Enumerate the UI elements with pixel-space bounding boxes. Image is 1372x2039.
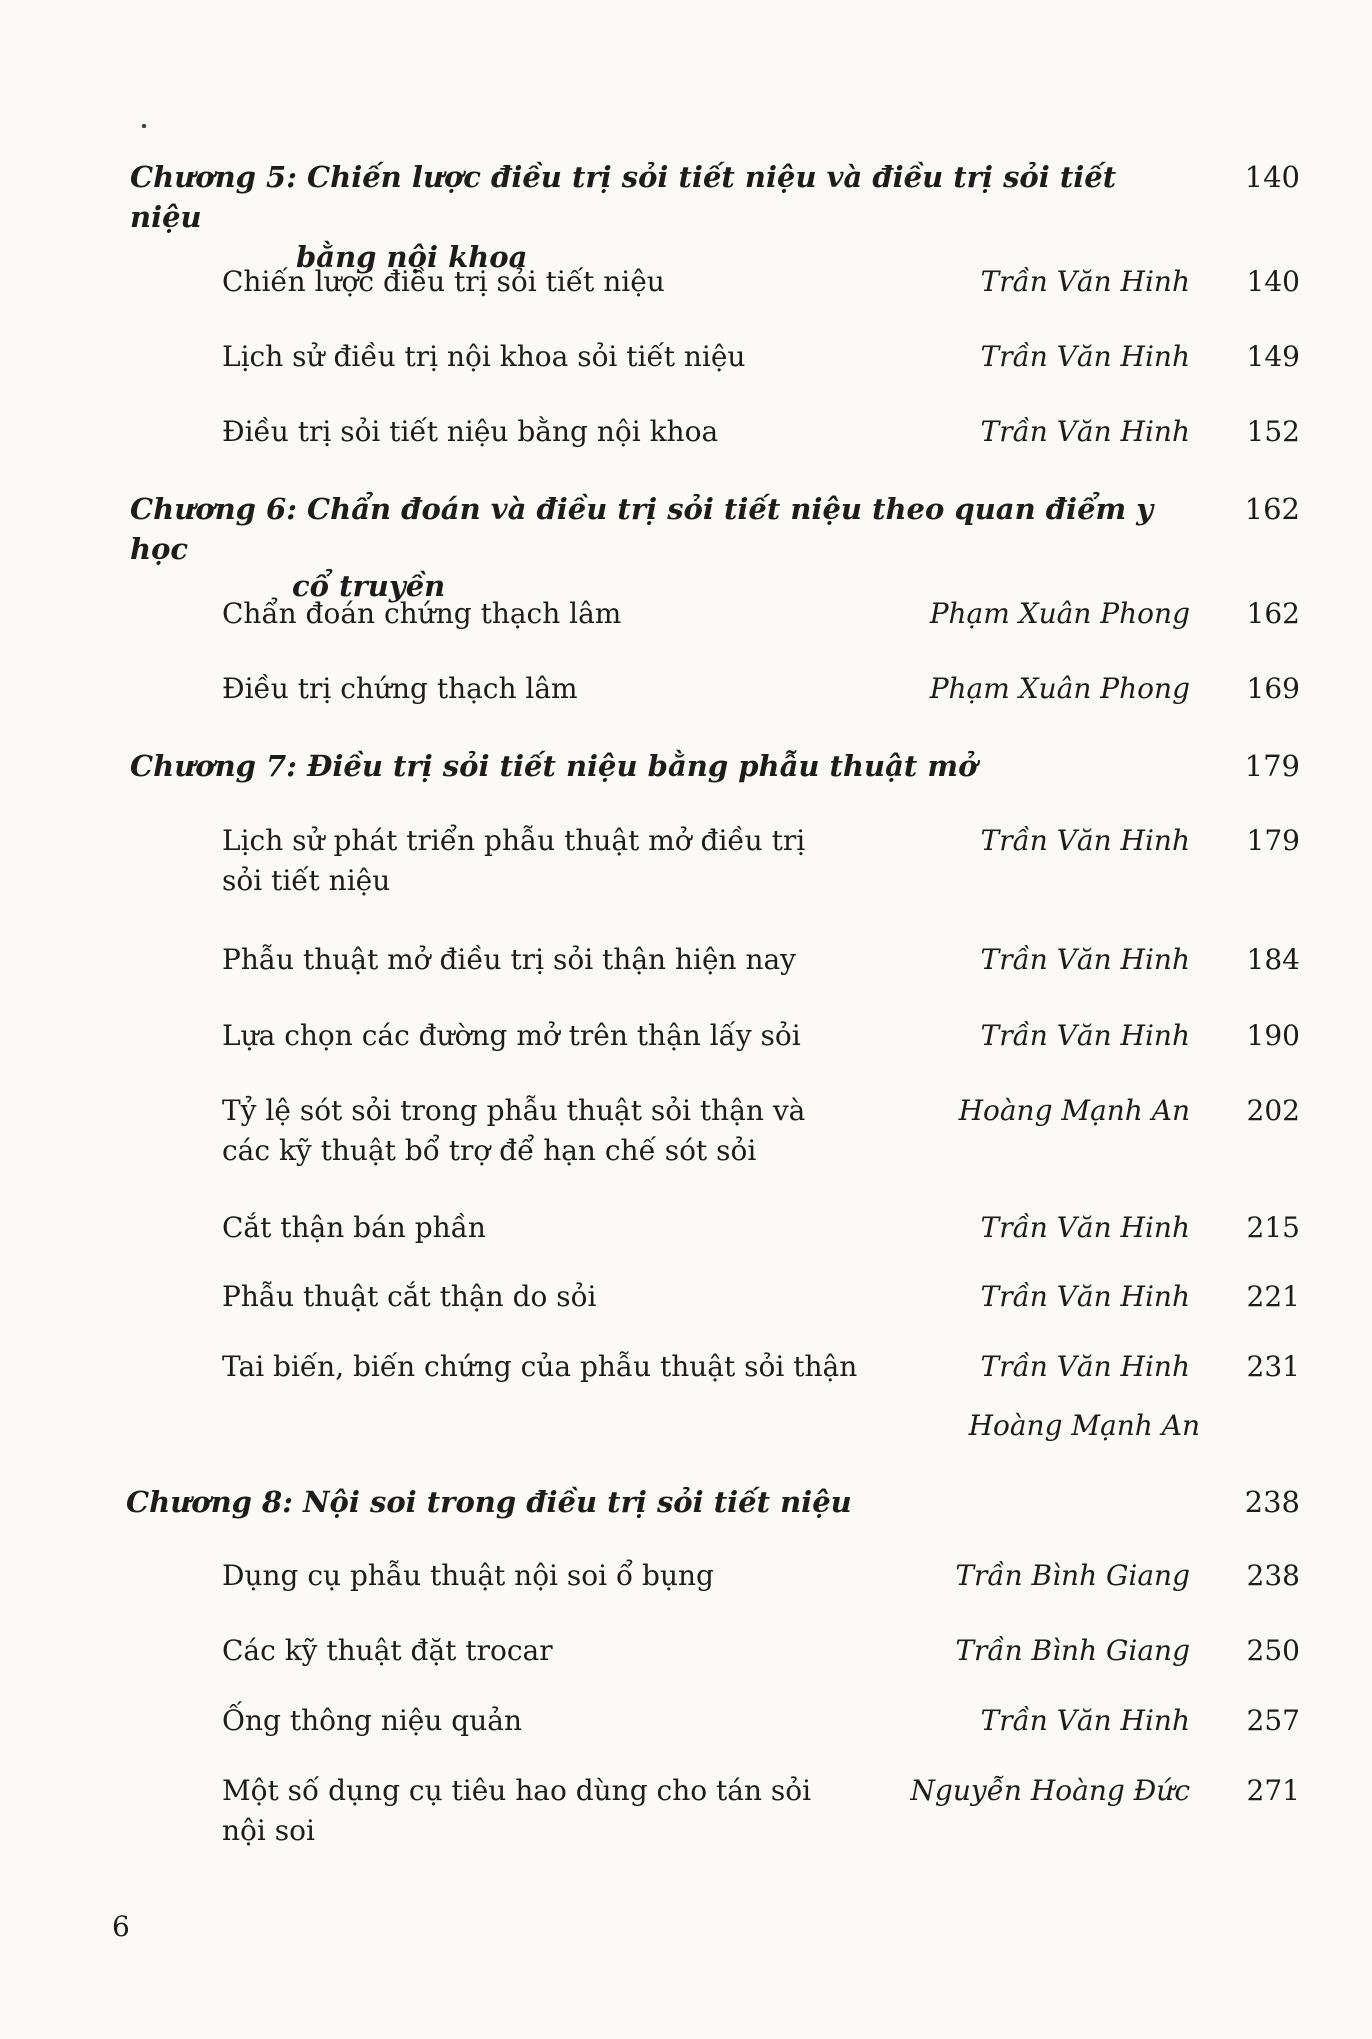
chapter-7-heading	[130, 746, 1300, 786]
chapter-title-line1: Chương 8: Nội soi trong điều trị sỏi tiết niệu	[126, 1485, 852, 1519]
toc-entry	[222, 1701, 1300, 1741]
entry-title: Ống thông niệu quản	[222, 1704, 522, 1737]
entry-author: Trần Văn Hinh	[980, 265, 1190, 298]
entry-title: Tỷ lệ sót sỏi trong phẫu thuật sỏi thận và các kỹ thuật bổ trợ để hạn chế sót sỏi	[222, 1094, 806, 1167]
entry-page: 162	[1246, 597, 1300, 630]
entry-author: Trần Văn Hinh	[980, 1211, 1190, 1244]
entry-author: Trần Văn Hinh	[980, 943, 1190, 976]
chapter-title	[130, 157, 1170, 277]
toc-entry	[222, 669, 1300, 709]
entry-author: Trần Văn Hinh	[980, 415, 1190, 448]
toc-entry	[222, 1091, 1300, 1171]
chapter-title-line2: cổ truyền	[292, 569, 446, 603]
entry-author: Trần Bình Giang	[955, 1634, 1190, 1667]
entry-coauthor: Hoàng Mạnh An	[968, 1409, 1200, 1442]
entry-title: Chẩn đoán chứng thạch lâm	[222, 597, 622, 630]
entry-page: 179	[1246, 824, 1300, 857]
toc-entry	[222, 262, 1300, 302]
entry-page: 221	[1246, 1280, 1300, 1313]
entry-page: 257	[1246, 1704, 1300, 1737]
entry-page: 190	[1246, 1019, 1300, 1052]
entry-page: 149	[1246, 340, 1300, 373]
entry-author: Phạm Xuân Phong	[929, 672, 1190, 705]
entry-author: Phạm Xuân Phong	[929, 597, 1190, 630]
toc-entry	[222, 1771, 1300, 1851]
entry-page: 231	[1246, 1350, 1300, 1383]
entry-title: Một số dụng cụ tiêu hao dùng cho tán sỏi nội soi	[222, 1774, 812, 1847]
toc-entry	[222, 594, 1300, 634]
entry-title: Tai biến, biến chứng của phẫu thuật sỏi thận	[222, 1350, 858, 1383]
entry-page: 152	[1246, 415, 1300, 448]
entry-page: 202	[1246, 1094, 1300, 1127]
chapter-page: 140	[1244, 160, 1300, 194]
chapter-title-line2: bằng nội khoa	[296, 240, 528, 274]
chapter-title-line1: Chương 5: Chiến lược điều trị sỏi tiết niệu và điều trị sỏi tiết niệu	[130, 160, 1117, 234]
entry-page: 169	[1246, 672, 1300, 705]
toc-entry	[222, 1208, 1300, 1248]
chapter-title-line1: Chương 7: Điều trị sỏi tiết niệu bằng phẫu thuật mở	[130, 749, 978, 783]
entry-title: Điều trị sỏi tiết niệu bằng nội khoa	[222, 415, 719, 448]
entry-title: Lịch sử phát triển phẫu thuật mở điều trị sỏi tiết niệu	[222, 824, 806, 897]
entry-author: Trần Văn Hinh	[980, 1019, 1190, 1052]
chapter-title	[130, 746, 1170, 786]
toc-entry	[222, 940, 1300, 980]
toc-entry	[222, 1277, 1300, 1317]
entry-page: 215	[1246, 1211, 1300, 1244]
chapter-page: 162	[1244, 492, 1300, 526]
entry-title: Phẫu thuật mở điều trị sỏi thận hiện nay	[222, 943, 796, 976]
toc-entry	[222, 1631, 1300, 1671]
entry-title: Lịch sử điều trị nội khoa sỏi tiết niệu	[222, 340, 746, 373]
entry-author: Trần Văn Hinh	[980, 1280, 1190, 1313]
toc-entry	[222, 1347, 1300, 1387]
chapter-title-line1: Chương 6: Chẩn đoán và điều trị sỏi tiết niệu theo quan điểm y học	[130, 492, 1154, 566]
entry-title: Dụng cụ phẫu thuật nội soi ổ bụng	[222, 1559, 714, 1592]
entry-author: Trần Bình Giang	[955, 1559, 1190, 1592]
entry-author: Trần Văn Hinh	[980, 1350, 1190, 1383]
toc-entry	[222, 1016, 1300, 1056]
chapter-6-heading	[130, 489, 1300, 603]
chapter-page: 179	[1244, 749, 1300, 783]
toc-entry	[222, 1556, 1300, 1596]
entry-title: Cắt thận bán phần	[222, 1211, 486, 1244]
entry-title: Lựa chọn các đường mở trên thận lấy sỏi	[222, 1019, 801, 1052]
toc-entry	[222, 821, 1300, 901]
ink-dot	[142, 124, 146, 128]
entry-title: Các kỹ thuật đặt trocar	[222, 1634, 553, 1667]
chapter-8-heading	[126, 1482, 1300, 1522]
entry-page: 238	[1246, 1559, 1300, 1592]
entry-author: Trần Văn Hinh	[980, 824, 1190, 857]
chapter-5-heading	[130, 157, 1300, 277]
chapter-page: 238	[1244, 1485, 1300, 1519]
entry-page: 184	[1246, 943, 1300, 976]
entry-author: Trần Văn Hinh	[980, 1704, 1190, 1737]
toc-entry	[222, 337, 1300, 377]
page-number: 6	[112, 1910, 130, 1943]
entry-author: Hoàng Mạnh An	[958, 1094, 1190, 1127]
entry-page: 140	[1246, 265, 1300, 298]
chapter-title	[126, 1482, 1166, 1522]
entry-page: 250	[1246, 1634, 1300, 1667]
entry-title: Chiến lược điều trị sỏi tiết niệu	[222, 265, 665, 298]
chapter-title	[130, 489, 1170, 603]
entry-page: 271	[1246, 1774, 1300, 1807]
entry-author: Nguyễn Hoàng Đức	[910, 1774, 1190, 1807]
entry-author: Trần Văn Hinh	[980, 340, 1190, 373]
entry-title: Phẫu thuật cắt thận do sỏi	[222, 1280, 597, 1313]
toc-entry	[222, 412, 1300, 452]
entry-title: Điều trị chứng thạch lâm	[222, 672, 578, 705]
